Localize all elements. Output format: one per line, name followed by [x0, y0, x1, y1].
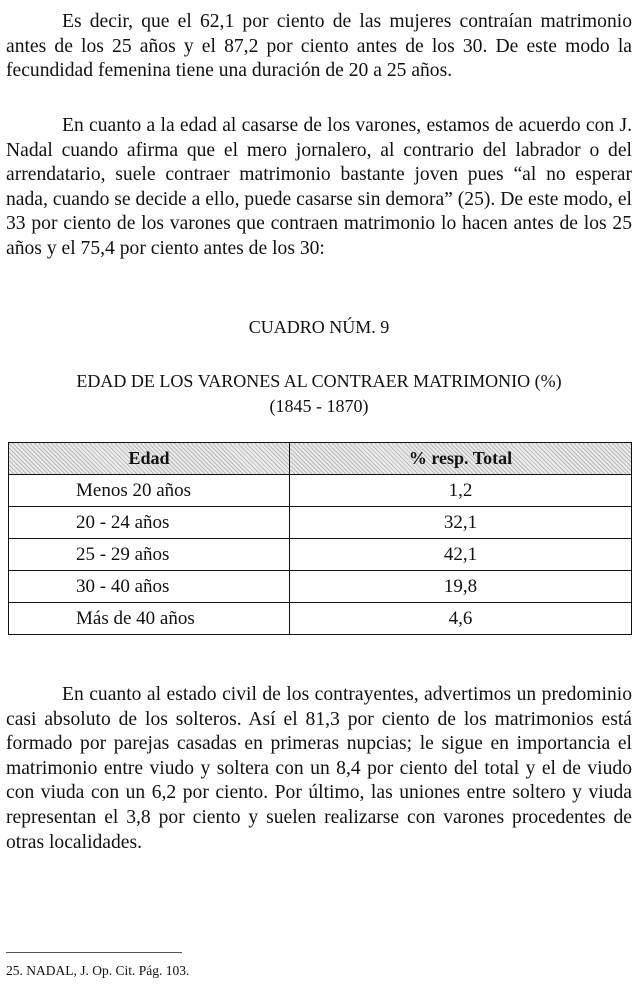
header-age: Edad	[9, 443, 290, 475]
table-years: (1845 - 1870)	[269, 396, 369, 416]
table-row	[9, 539, 632, 571]
footnote-divider	[6, 952, 182, 953]
cell-percent: 19,8	[290, 571, 632, 603]
cell-percent: 4,6	[290, 603, 632, 635]
table-row	[9, 603, 632, 635]
age-at-marriage-table	[8, 442, 632, 635]
cell-age: Menos 20 años	[9, 475, 290, 507]
cell-percent: 32,1	[290, 507, 632, 539]
cell-age: 30 - 40 años	[9, 571, 290, 603]
header-percent: % resp. Total	[290, 443, 632, 475]
cell-age: 25 - 29 años	[9, 539, 290, 571]
body-paragraph-2: En cuanto a la edad al casarse de los varones, estamos de acuerdo con J. Nadal cuando afirma que el mero jornalero, al contrario del labrador o del arrendatario, suele contraer matrimonio bastante joven pues “al no esperar nada, cuando se decide a ello, puede casarse sin demora” (25). De este modo, el 33 por ciento de los varones que contraen matrimonio lo hacen antes de los 25 años y el 75,4 por ciento antes de los 30:	[6, 115, 632, 259]
cell-age: Más de 40 años	[9, 603, 290, 635]
table-row	[9, 507, 632, 539]
table-header-row	[9, 443, 632, 475]
footnote: 25. NADAL, J. Op. Cit. Pág. 103.	[6, 963, 190, 978]
body-paragraph-3: En cuanto al estado civil de los contrayentes, advertimos un predominio casi absoluto de los solteros. Así el 81,3 por ciento de los matrimonios está formado por parejas casadas en primeras nupcias; le sigue en importancia el matrimonio entre viudo y soltera con un 8,4 por ciento del total y el de viudo con viuda con un 6,2 por ciento. Por último, las uniones entre soltero y viuda representan el 3,8 por ciento y suelen realizarse con varones procedentes de otras localidades.	[6, 684, 632, 853]
table-title: EDAD DE LOS VARONES AL CONTRAER MATRIMONIO (%)	[76, 371, 562, 391]
table-row	[9, 475, 632, 507]
table-number-label: CUADRO NÚM. 9	[248, 317, 390, 337]
table-row	[9, 571, 632, 603]
cell-percent: 42,1	[290, 539, 632, 571]
cell-percent: 1,2	[290, 475, 632, 507]
cell-age: 20 - 24 años	[9, 507, 290, 539]
body-paragraph-1: Es decir, que el 62,1 por ciento de las mujeres contraían matrimonio antes de los 25 años y el 87,2 por ciento antes de los 30. De este modo la fecundidad femenina tiene una duración de 20 a 25 años.	[6, 11, 632, 82]
